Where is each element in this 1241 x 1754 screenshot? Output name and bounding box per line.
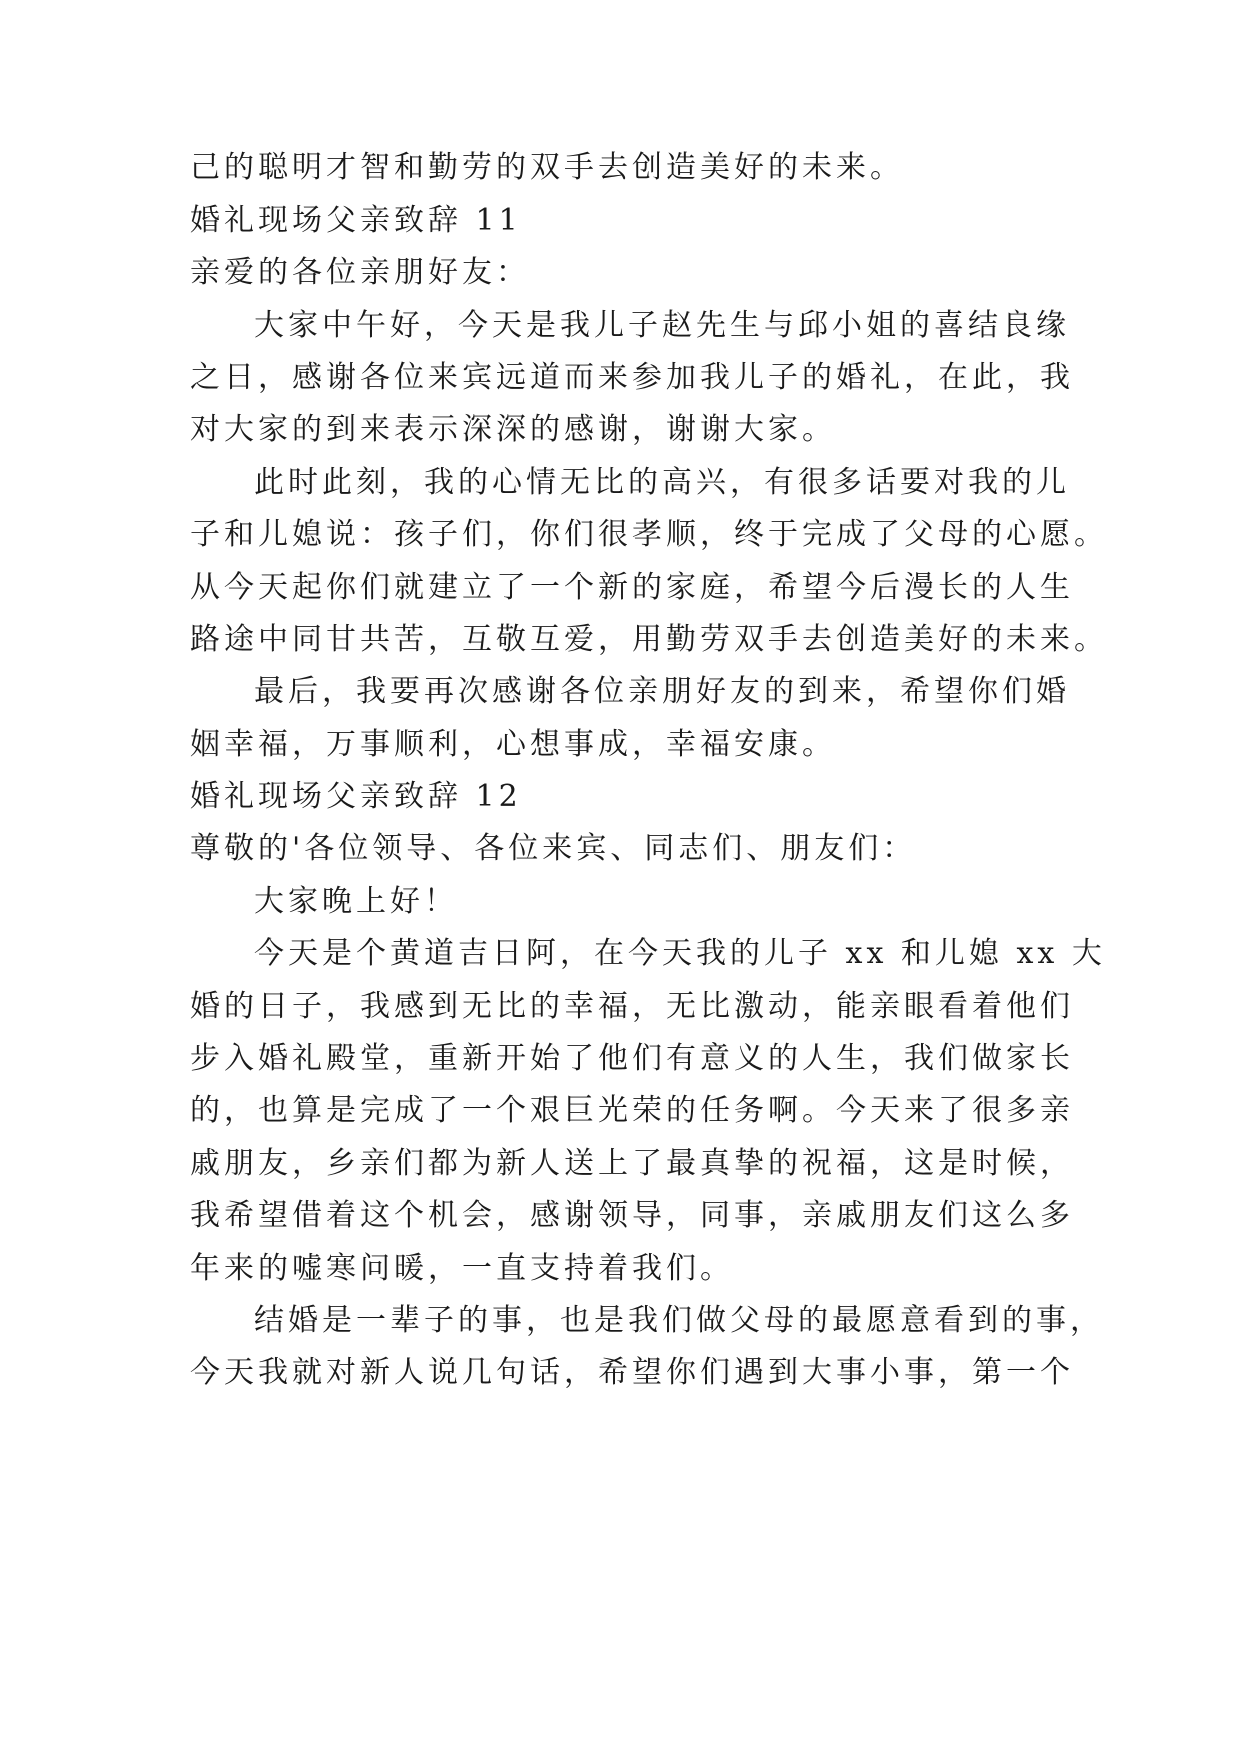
text-line: 最后，我要再次感谢各位亲朋好友的到来，希望你们婚 [254,674,1070,709]
text-line: 步入婚礼殿堂，重新开始了他们有意义的人生，我们做家长 [190,1041,1074,1076]
salutation: 亲爱的各位亲朋好友： [190,255,530,290]
text-line: 子和儿媳说：孩子们，你们很孝顺，终于完成了父母的心愿。 [190,517,1108,552]
text-line: 婚的日子，我感到无比的幸福，无比激动，能亲眼看着他们 [190,989,1074,1024]
text-line: 姻幸福，万事顺利，心想事成，幸福安康。 [190,727,836,762]
text-line: 从今天起你们就建立了一个新的家庭，希望今后漫长的人生 [190,570,1074,605]
salutation: 尊敬的'各位领导、各位来宾、同志们、朋友们： [190,831,917,866]
text-line: 戚朋友，乡亲们都为新人送上了最真挚的祝福，这是时候， [190,1146,1074,1181]
text-line: 我希望借着这个机会，感谢领导，同事，亲戚朋友们这么多 [190,1198,1074,1233]
text-line: 己的聪明才智和勤劳的双手去创造美好的未来。 [190,150,904,185]
section-heading: 婚礼现场父亲致辞 12 [190,779,522,814]
text-line: 今天是个黄道吉日阿，在今天我的儿子 xx 和儿媳 xx 大 [254,936,1106,971]
text-line: 此时此刻，我的心情无比的高兴，有很多话要对我的儿 [254,465,1070,500]
text-line: 今天我就对新人说几句话，希望你们遇到大事小事，第一个 [190,1355,1074,1390]
text-line: 的，也算是完成了一个艰巨光荣的任务啊。今天来了很多亲 [190,1093,1074,1128]
text-line: 大家中午好，今天是我儿子赵先生与邱小姐的喜结良缘 [254,308,1070,343]
section-heading: 婚礼现场父亲致辞 11 [190,203,522,238]
text-line: 之日，感谢各位来宾远道而来参加我儿子的婚礼，在此，我 [190,360,1074,395]
text-line: 路途中同甘共苦，互敬互爱，用勤劳双手去创造美好的未来。 [190,622,1108,657]
text-line: 结婚是一辈子的事，也是我们做父母的最愿意看到的事， [254,1303,1104,1338]
text-line: 对大家的到来表示深深的感谢，谢谢大家。 [190,412,836,447]
text-line: 大家晚上好！ [254,884,458,919]
text-line: 年来的嘘寒问暖，一直支持着我们。 [190,1251,734,1286]
